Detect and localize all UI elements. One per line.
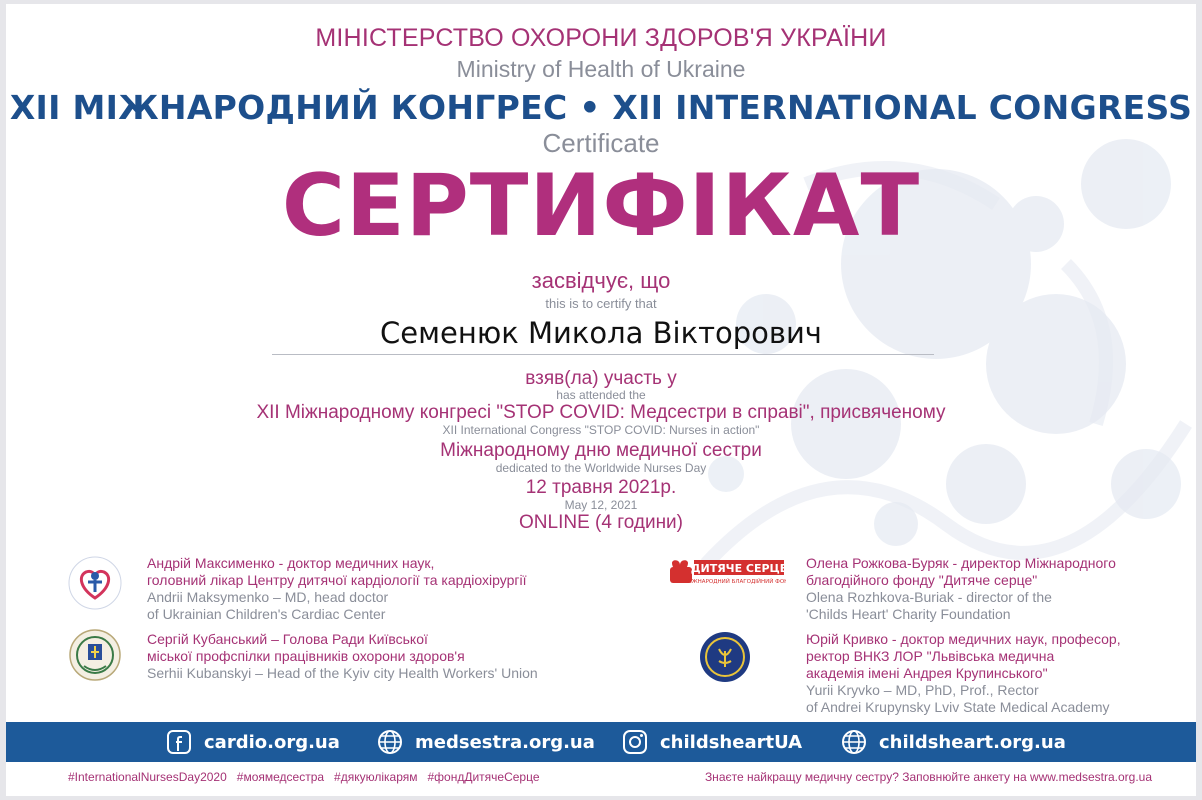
event-date-ua: 12 травня 2021р. xyxy=(525,477,677,498)
dedication-ua: Міжнародному дню медичної сестри xyxy=(440,440,762,461)
event-format xyxy=(6,512,1196,534)
certify-text-ua: засвідчує, що xyxy=(531,268,671,293)
signatory-role-ua-2: академія імені Андрея Крупинського" xyxy=(806,665,1048,681)
facebook-icon xyxy=(166,729,192,755)
name-underline xyxy=(272,354,934,355)
congress-title: XII МІЖНАРОДНИЙ КОНГРЕС • XII INTERNATIONAL CONGRESS xyxy=(9,88,1193,127)
cardiology-center-logo-icon xyxy=(66,554,124,617)
footer-link-medsestra[interactable] xyxy=(377,722,595,762)
footer-link-label: childsheartUA xyxy=(660,731,803,753)
footer-link-facebook[interactable] xyxy=(166,722,340,762)
event-title-en: XII International Congress "STOP COVID: Nurses in action" xyxy=(442,423,760,437)
signatory-name-ua: Олена Рожкова-Буряк - директор Міжнародного xyxy=(806,555,1116,571)
signatory-kryvko xyxy=(806,631,1121,716)
signatory-role-en: of Ukrainian Children's Cardiac Center xyxy=(147,606,386,622)
dedication-en: dedicated to the Worldwide Nurses Day xyxy=(495,461,707,475)
footer-link-label: medsestra.org.ua xyxy=(415,731,595,753)
globe-icon xyxy=(377,729,403,755)
signatory-role-ua: міської профспілки працівників охорони здоров'я xyxy=(147,648,465,664)
signatory-name-en: Andrii Maksymenko – MD, head doctor xyxy=(147,589,389,605)
footer-link-label: cardio.org.ua xyxy=(204,731,340,753)
attended-text-ua: взяв(ла) участь у xyxy=(525,368,677,389)
online-label: ONLINE xyxy=(519,512,590,533)
certificate-page xyxy=(6,4,1196,796)
signatory-role-ua: благодійного фонду "Дитяче серце" xyxy=(806,572,1038,588)
signatory-name-en: Yurii Kryvko – MD, PhD, Prof., Rector xyxy=(806,682,1039,698)
signatory-rozhkova xyxy=(806,555,1116,623)
footer-link-instagram[interactable] xyxy=(622,722,802,762)
signatory-name-ua: Сергій Кубанський – Голова Ради Київської xyxy=(147,631,428,647)
signatory-role-ua: головний лікар Центру дитячої кардіології та кардіохірургії xyxy=(147,572,527,588)
signatory-name-ua: Юрій Кривко - доктор медичних наук, професор, xyxy=(806,631,1121,647)
signatory-name-en: Olena Rozhkova-Buriak - director of the xyxy=(806,589,1052,605)
ministry-title-ua: МІНІСТЕРСТВО ОХОРОНИ ЗДОРОВ'Я УКРАЇНИ xyxy=(315,24,887,52)
signatory-role-en: 'Childs Heart' Charity Foundation xyxy=(806,606,1011,622)
signatory-role-en: of Andrei Krupynsky Lviv State Medical Academy xyxy=(806,699,1110,715)
signatory-name-en: Serhii Kubanskyi – Head of the Kyiv city Health Workers' Union xyxy=(147,665,538,681)
signatory-maksymenko xyxy=(147,555,526,623)
certificate-label-en: Certificate xyxy=(542,128,660,158)
globe-icon xyxy=(841,729,867,755)
certify-text-en: this is to certify that xyxy=(545,296,657,311)
signatory-kubanskyi xyxy=(147,631,538,682)
ministry-title-en: Ministry of Health of Ukraine xyxy=(456,56,746,82)
online-hours: (4 години) xyxy=(595,512,683,533)
certificate-title: СЕРТИФІКАТ xyxy=(281,156,921,256)
signatory-role-ua: ректор ВНКЗ ЛОР "Львівська медична xyxy=(806,648,1055,664)
event-title-ua: XII Міжнародному конгресі "STOP COVID: Медсестри в справі", присвяченому xyxy=(256,402,946,423)
health-workers-union-logo-icon xyxy=(68,628,122,687)
promo-text: Знаєте найкращу медичну сестру? Заповнюйте анкету на www.medsestra.org.ua xyxy=(704,770,1152,784)
footer-bar xyxy=(6,722,1196,762)
childs-heart-foundation-logo-icon xyxy=(668,557,786,587)
signatory-name-ua: Андрій Максименко - доктор медичних наук, xyxy=(147,555,435,571)
childs-heart-logo-text: ДИТЯЧЕ СЕРЦЕ xyxy=(690,562,786,575)
lviv-medical-academy-logo-icon xyxy=(699,631,751,688)
recipient-name: Семенюк Микола Вікторович xyxy=(380,316,822,350)
footer-link-label: childsheart.org.ua xyxy=(879,731,1066,753)
instagram-icon xyxy=(622,729,648,755)
childs-heart-logo-subtext: МІЖНАРОДНИЙ БЛАГОДІЙНИЙ ФОНД xyxy=(685,579,786,585)
footer-link-childsheart[interactable] xyxy=(841,722,1066,762)
event-date-en: May 12, 2021 xyxy=(564,498,638,512)
attended-text-en: has attended the xyxy=(556,388,646,402)
hashtags: #InternationalNursesDay2020 #моямедсестра #дякуюлікарям #фондДитячеСерце xyxy=(68,770,540,784)
